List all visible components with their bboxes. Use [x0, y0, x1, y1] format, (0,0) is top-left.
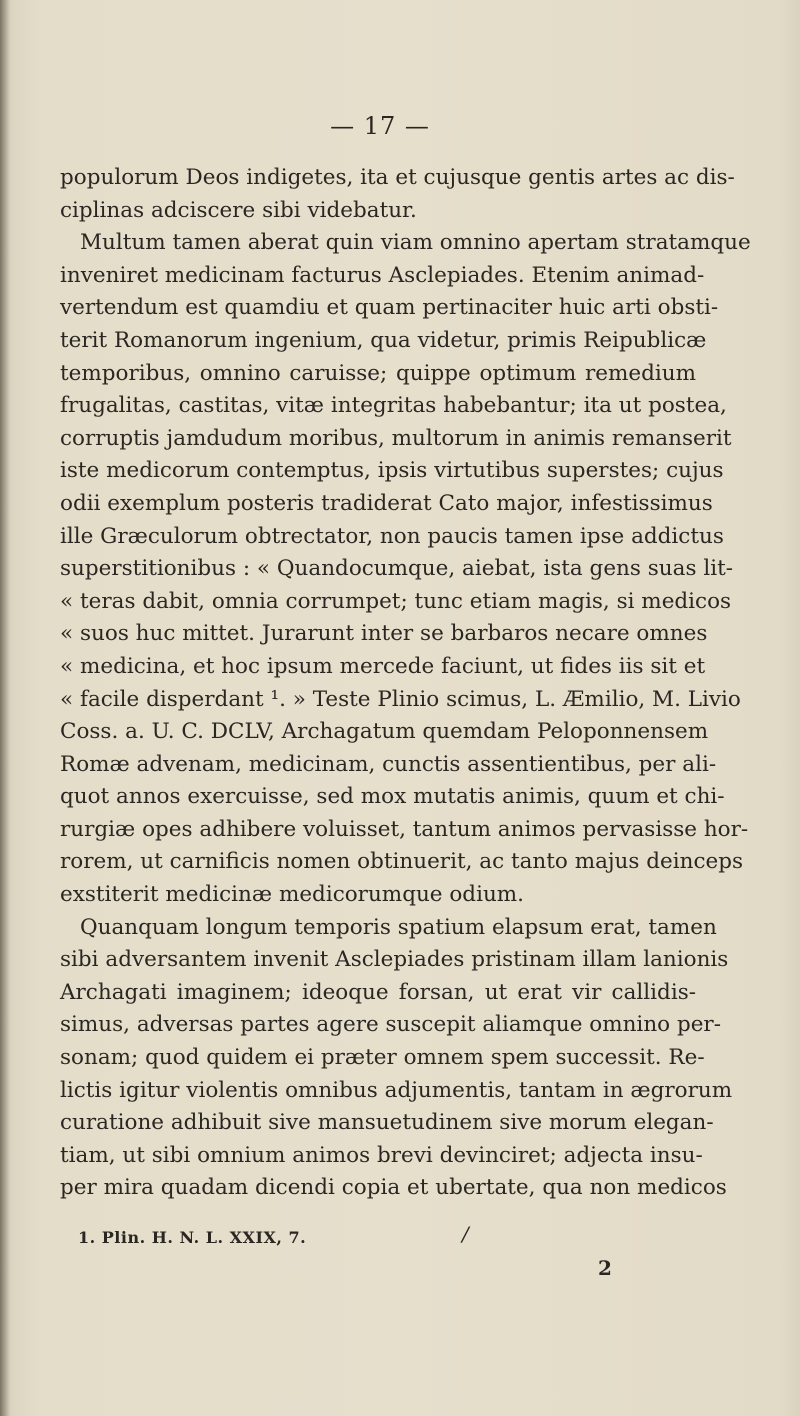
- text-line: tiam, ut sibi omnium animos brevi devinciret; adjecta insu-: [60, 1142, 703, 1168]
- text-line: terit Romanorum ingenium, qua videtur, primis Reipublicæ: [60, 327, 707, 353]
- text-line: ille Græculorum obtrectator, non paucis tamen ipse addictus: [60, 523, 724, 549]
- text-line: lictis igitur violentis omnibus adjumentis, tantam in ægrorum: [60, 1077, 733, 1103]
- text-line: Romæ advenam, medicinam, cunctis assentientibus, per ali-: [60, 751, 717, 777]
- footnote: 1. Plin. H. N. L. XXIX, 7.: [78, 1228, 307, 1247]
- text-line: « suos huc mittet. Jurarunt inter se barbaros necare omnes: [60, 621, 708, 647]
- text-line: per mira quadam dicendi copia et ubertate, qua non medicos: [60, 1175, 727, 1201]
- text-line: rorem, ut carnificis nomen obtinuerit, ac tanto majus deinceps: [60, 849, 744, 875]
- text-line: « teras dabit, omnia corrumpet; tunc etiam magis, si medicos: [60, 588, 732, 614]
- body-text: [60, 162, 751, 1205]
- text-line: temporibus, omnino caruisse; quippe optimum remedium: [60, 360, 696, 386]
- text-line: Archagati imaginem; ideoque forsan, ut erat vir callidis-: [60, 979, 696, 1005]
- text-line: vertendum est quamdiu et quam pertinaciter huic arti obsti-: [60, 295, 719, 321]
- signature-mark: /: [462, 1222, 469, 1246]
- text-line: quot annos exercuisse, sed mox mutatis animis, quum et chi-: [60, 784, 725, 810]
- text-line: superstitionibus : « Quandocumque, aiebat, ista gens suas lit-: [60, 556, 733, 582]
- text-line: corruptis jamdudum moribus, multorum in animis remanserit: [60, 425, 732, 451]
- text-line: ciplinas adciscere sibi videbatur.: [60, 197, 417, 223]
- text-line: inveniret medicinam facturus Asclepiades. Etenim animad-: [60, 262, 705, 288]
- text-line: curatione adhibuit sive mansuetudinem sive morum elegan-: [60, 1110, 714, 1136]
- text-line: sibi adversantem invenit Asclepiades pristinam illam lanionis: [60, 947, 729, 973]
- text-line: simus, adversas partes agere suscepit aliamque omnino per-: [60, 1012, 721, 1038]
- text-line: « medicina, et hoc ipsum mercede faciunt, ut fides iis sit et: [60, 653, 706, 679]
- text-line: frugalitas, castitas, vitæ integritas habebantur; ita ut postea,: [60, 393, 727, 419]
- text-line: odii exemplum posteris tradiderat Cato major, infestissimus: [60, 490, 713, 516]
- page-number: — 17 —: [330, 112, 430, 140]
- text-line: Quanquam longum temporis spatium elapsum erat, tamen: [80, 914, 717, 940]
- text-line: sonam; quod quidem ei præter omnem spem successit. Re-: [60, 1045, 705, 1071]
- text-line: iste medicorum contemptus, ipsis virtutibus superstes; cujus: [60, 458, 724, 484]
- text-line: rurgiæ opes adhibere voluisset, tantum animos pervasisse hor-: [60, 816, 749, 842]
- text-line: exstiterit medicinæ medicorumque odium.: [60, 882, 525, 908]
- book-spine-shadow: [0, 0, 10, 1416]
- text-line: « facile disperdant ¹. » Teste Plinio scimus, L. Æmilio, M. Livio: [60, 686, 741, 712]
- signature-number: 2: [598, 1256, 612, 1280]
- text-line: populorum Deos indigetes, ita et cujusque gentis artes ac dis-: [60, 165, 735, 190]
- text-line: Multum tamen aberat quin viam omnino apertam stratamque: [80, 230, 751, 256]
- text-line: Coss. a. U. C. DCLV, Archagatum quemdam Peloponnensem: [60, 719, 709, 745]
